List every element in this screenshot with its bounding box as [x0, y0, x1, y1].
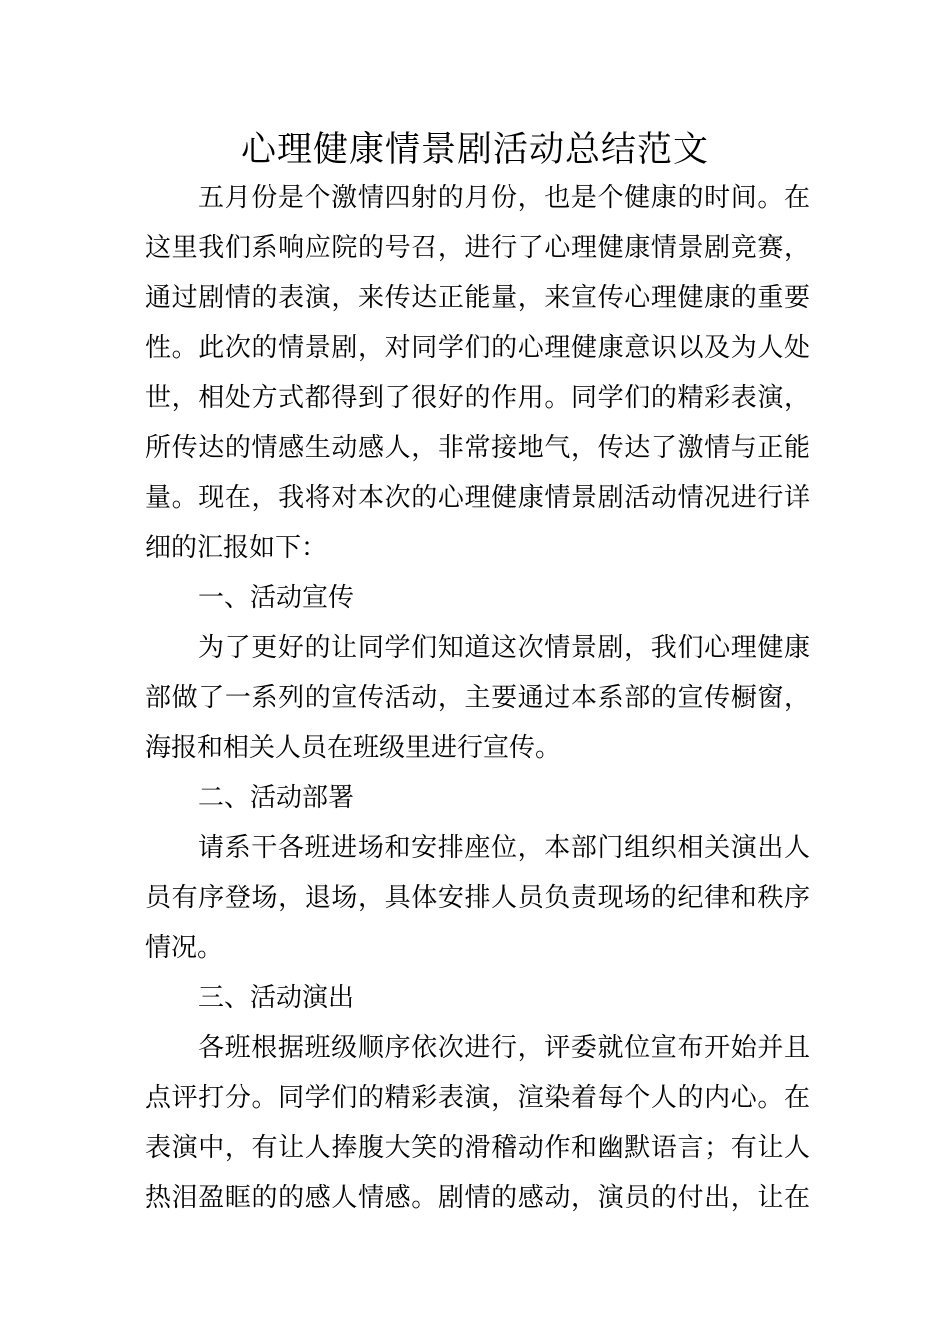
paragraph-line: 世，相处方式都得到了很好的作用。同学们的精彩表演，	[145, 383, 810, 413]
paragraph-line: 情况。	[145, 933, 224, 963]
paragraph-line: 各班根据班级顺序依次进行，评委就位宣布开始并且	[198, 1033, 810, 1063]
section-heading: 三、活动演出	[198, 983, 355, 1013]
paragraph-line: 热泪盈眶的的感人情感。剧情的感动，演员的付出，让在	[145, 1183, 810, 1213]
paragraph-line: 海报和相关人员在班级里进行宣传。	[145, 733, 562, 763]
paragraph-line: 通过剧情的表演，来传达正能量，来宣传心理健康的重要	[145, 283, 810, 313]
paragraph-line: 表演中，有让人捧腹大笑的滑稽动作和幽默语言；有让人	[145, 1133, 810, 1163]
document-title: 心理健康情景剧活动总结范文	[240, 130, 709, 170]
section-heading: 一、活动宣传	[198, 583, 355, 613]
paragraph-line: 为了更好的让同学们知道这次情景剧，我们心理健康	[198, 633, 810, 663]
paragraph-line: 请系干各班进场和安排座位，本部门组织相关演出人	[198, 833, 810, 863]
paragraph-line: 所传达的情感生动感人，非常接地气，传达了激情与正能	[145, 433, 810, 463]
paragraph-line: 性。此次的情景剧，对同学们的心理健康意识以及为人处	[145, 333, 810, 363]
paragraph-line: 细的汇报如下：	[145, 533, 328, 563]
paragraph-line: 量。现在，我将对本次的心理健康情景剧活动情况进行详	[145, 483, 810, 513]
paragraph-line: 部做了一系列的宣传活动，主要通过本系部的宣传橱窗，	[145, 683, 810, 713]
paragraph-line: 员有序登场，退场，具体安排人员负责现场的纪律和秩序	[145, 883, 810, 913]
paragraph-line: 这里我们系响应院的号召，进行了心理健康情景剧竞赛，	[145, 233, 810, 263]
section-heading: 二、活动部署	[198, 783, 355, 813]
paragraph-line: 五月份是个激情四射的月份，也是个健康的时间。在	[198, 183, 810, 213]
paragraph-line: 点评打分。同学们的精彩表演，渲染着每个人的内心。在	[145, 1083, 810, 1113]
